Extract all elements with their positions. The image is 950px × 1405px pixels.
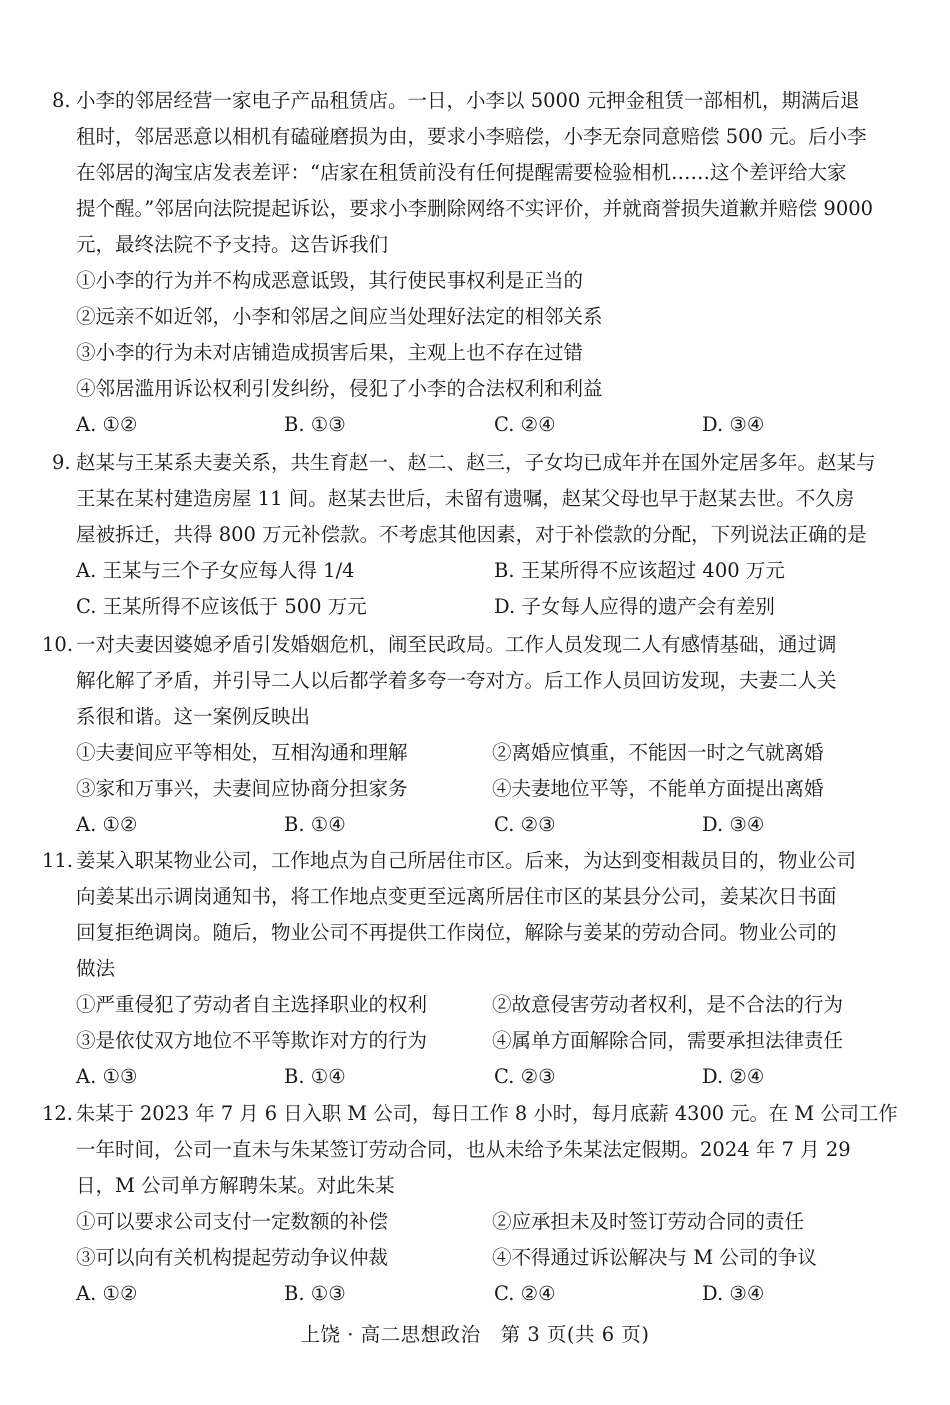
choice-d: D. ③④ [702,413,765,436]
question-number: 9. [52,451,71,474]
question-text-line: 在邻居的淘宝店发表差评：“店家在租赁前没有任何提醒需要检验相机……这个差评给大家 [76,161,847,184]
statement: ④不得通过诉讼解决与 M 公司的争议 [492,1246,817,1269]
question-text-line: 提个醒。”邻居向法院提起诉讼，要求小李删除网络不实评价，并就商誉损失道歉并赔偿 9000 [76,197,874,220]
statement: ①小李的行为并不构成恶意诋毁，其行使民事权利是正当的 [76,269,584,292]
question-text-line: 9. 赵某与王某系夫妻关系，共生育赵一、赵二、赵三，子女均已成年并在国外定居多年。赵某与 [52,451,876,474]
choice-d: D. ③④ [702,1282,765,1305]
statement: ④夫妻地位平等，不能单方面提出离婚 [492,777,824,800]
choice-b: B. ①④ [284,813,346,836]
choice-a: A. 王某与三个子女应每人得 1/4 [76,559,355,582]
choice-c: C. ②③ [494,813,556,836]
choice-c: C. ②④ [494,1282,556,1305]
statement: ④属单方面解除合同，需要承担法律责任 [492,1029,844,1052]
question-number: 12. [42,1102,73,1125]
choice-d: D. ③④ [702,813,765,836]
statement: ②故意侵害劳动者权利，是不合法的行为 [492,993,844,1016]
choice-a: A. ①② [76,813,138,836]
statement: ③小李的行为未对店铺造成损害后果，主观上也不存在过错 [76,341,584,364]
question-number: 11. [42,849,74,872]
choice-d: D. 子女每人应得的遗产会有差别 [494,595,775,618]
statement: ④邻居滥用诉讼权利引发纠纷，侵犯了小李的合法权利和利益 [76,377,603,400]
question-text-line: 做法 [76,957,116,980]
question-text-line: 系很和谐。这一案例反映出 [76,705,311,728]
statement: ②应承担未及时签订劳动合同的责任 [492,1210,805,1233]
choice-a: A. ①② [76,1282,138,1305]
choice-c: C. ②③ [494,1065,556,1088]
statement: ①夫妻间应平等相处，互相沟通和理解 [76,741,408,764]
statement: ②离婚应慎重，不能因一时之气就离婚 [492,741,824,764]
question-text-line: 屋被拆迁，共得 800 万元补偿款。不考虑其他因素，对于补偿款的分配，下列说法正确的是 [76,523,867,546]
question-text-line: 8. 小李的邻居经营一家电子产品租赁店。一日，小李以 5000 元押金租赁一部相机，期满后退 [52,89,860,112]
choice-a: A. ①② [76,413,138,436]
choice-b: B. 王某所得不应该超过 400 万元 [494,559,785,582]
question-text-line: 日，M 公司单方解聘朱某。对此朱某 [76,1174,395,1197]
choice-b: B. ①④ [284,1065,346,1088]
choice-b: B. ①③ [284,1282,346,1305]
question-text-line: 向姜某出示调岗通知书，将工作地点变更至远离所居住市区的某县分公司，姜某次日书面 [76,885,837,908]
choice-c: C. 王某所得不应该低于 500 万元 [76,595,367,618]
question-text-line: 12. 朱某于 2023 年 7 月 6 日入职 M 公司，每日工作 8 小时，每月底薪 4300 元。在 M 公司工作 [42,1102,898,1125]
question-text-line: 解化解了矛盾，并引导二人以后都学着多夸一夸对方。后工作人员回访发现，夫妻二人关 [76,669,837,692]
statement: ①严重侵犯了劳动者自主选择职业的权利 [76,993,428,1016]
question-text-line: 王某在某村建造房屋 11 间。赵某去世后，未留有遗嘱，赵某父母也早于赵某去世。不久房 [76,487,855,510]
choice-d: D. ②④ [702,1065,765,1088]
question-text-line: 一年时间，公司一直未与朱某签订劳动合同，也从未给予朱某法定假期。2024 年 7 月 29 [76,1138,851,1161]
question-text-line: 租时，邻居恶意以相机有磕碰磨损为由，要求小李赔偿，小李无奈同意赔偿 500 元。后小李 [76,125,867,148]
page-footer: 上饶 · 高二思想政治 第 3 页(共 6 页) [300,1323,650,1346]
question-number: 8. [52,89,71,112]
statement: ③可以向有关机构提起劳动争议仲裁 [76,1246,389,1269]
question-text-line: 回复拒绝调岗。随后，物业公司不再提供工作岗位，解除与姜某的劳动合同。物业公司的 [76,921,837,944]
statement: ③家和万事兴，夫妻间应协商分担家务 [76,777,408,800]
choice-a: A. ①③ [76,1065,138,1088]
choice-c: C. ②④ [494,413,556,436]
choice-b: B. ①③ [284,413,346,436]
question-text-line: 11. 姜某入职某物业公司，工作地点为自己所居住市区。后来，为达到变相裁员目的，物业公司 [42,849,857,872]
question-number: 10. [42,633,74,656]
statement: ③是依仗双方地位不平等欺诈对方的行为 [76,1029,428,1052]
question-text-line: 10. 一对夫妻因婆媳矛盾引发婚姻危机，闹至民政局。工作人员发现二人有感情基础，通过调 [42,633,837,656]
statement: ①可以要求公司支付一定数额的补偿 [76,1210,389,1233]
statement: ②远亲不如近邻，小李和邻居之间应当处理好法定的相邻关系 [76,305,603,328]
question-text-line: 元，最终法院不予支持。这告诉我们 [76,233,389,256]
